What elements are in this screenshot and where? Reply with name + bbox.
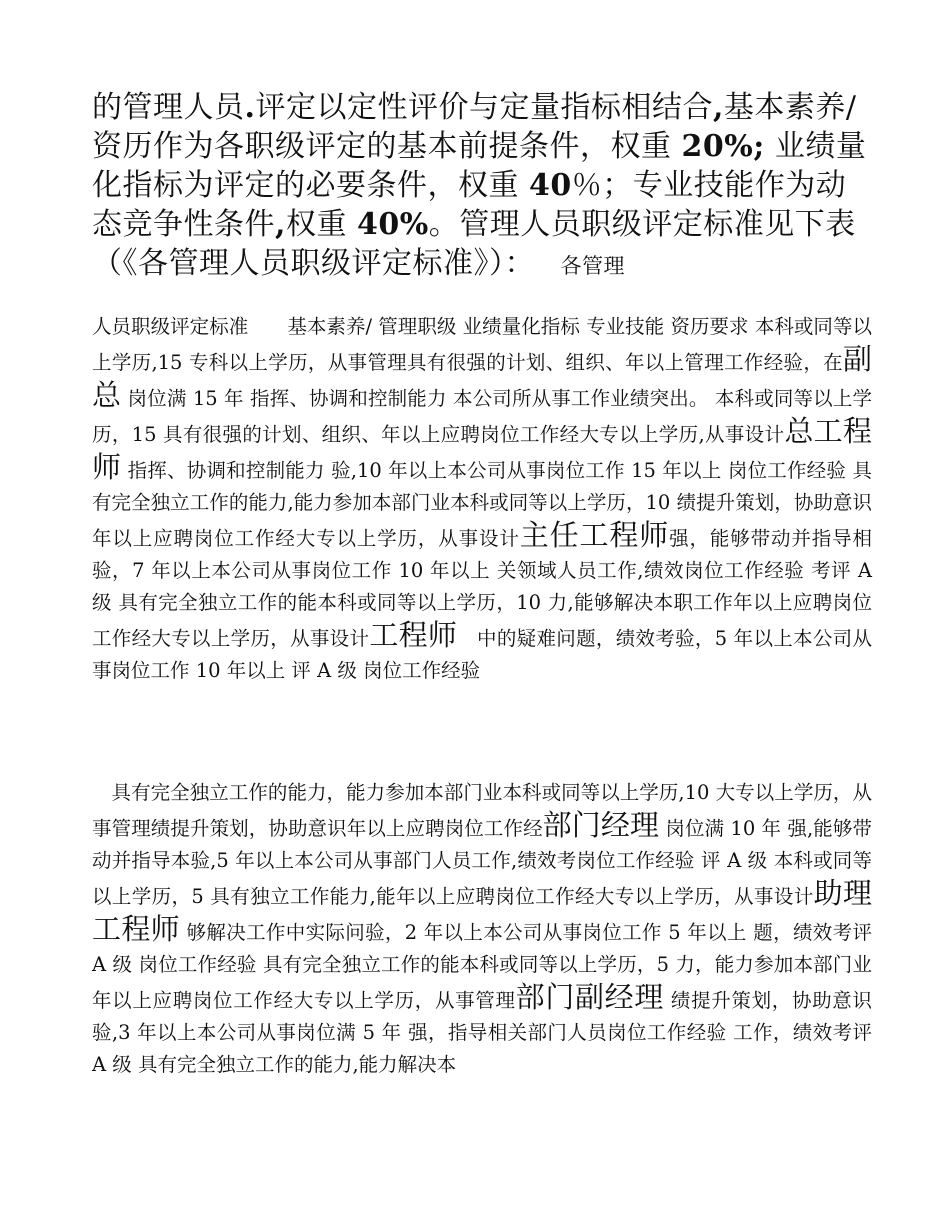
weight-basic: 20%;: [681, 129, 765, 164]
intro-trailing-text: 各管理: [560, 254, 626, 278]
standards-block-2: [92, 777, 872, 1081]
position-title-dept-manager: 部门经理: [542, 808, 660, 842]
position-title-senior-engineer: 主任工程师: [519, 518, 670, 552]
intro-text: 业绩量化指标为评定的必要条件，权重: [92, 129, 867, 203]
intro-text: 权重: [285, 207, 347, 242]
body-text: 绩提升策划，协助意识验,3 年以上本公司从事岗位满 5 年 强，指导相关部门人员岗位工作经验 工作，绩效考评 A 级 具有完全独立工作的能力,能力解决本: [92, 989, 872, 1076]
body-text: 岗位满 10 年 强,能够带动并指导本验,5 年以上本公司从事部门人员工作,绩效考岗位工作经验 评 A 级 本科或同等以上学历，5 具有独立工作能力,能年以上应聘岗位工作经大专以上学历，从事设计: [92, 817, 872, 908]
intro-text: 评定以定性评价与定量指标相结合: [255, 90, 713, 125]
weight-performance: 40: [529, 168, 572, 203]
body-text: 岗位满 15 年 指挥、协调和控制能力 本公司所从事工作业绩突出。 本科或同等以上学历，15 具有很强的计划、组织、年以上应聘岗位工作经大专以上学历,从事设计: [92, 387, 872, 446]
body-text: 具有完全独立工作的能力，能力参加本部门业本科或同等以上学历,10 大专以上学历，从事管理绩提升策划，协助意识年以上应聘岗位工作经: [92, 781, 872, 840]
position-title-chief-engineer: 总工程师: [92, 414, 872, 484]
body-text: 强，能够带动并指导相验，7 年以上本公司从事岗位工作 10 年以上 关领域人员工作,绩效岗位工作经验 考评 A 级 具有完全独立工作的能本科或同等以上学历，10 力,能够解决本职工作年以上应聘岗位工作经大专以上学历，从事设计: [92, 527, 872, 650]
standards-block-1: [92, 311, 872, 687]
body-text: 中的疑难问题，绩效考验，5 年以上本公司从事岗位工作 10 年以上 评 A 级 岗位工作经验: [92, 627, 872, 682]
position-title-deputy-dept-manager: 部门副经理: [515, 980, 665, 1014]
weight-skill: 40%: [357, 207, 429, 242]
intro-text: 基本素养/资历作为各职级评定的基本前提条件，权重: [92, 90, 857, 164]
intro-text: ％；专业技能作为动态竞争性条件: [92, 168, 847, 242]
intro-text: 的管理人员: [92, 90, 245, 125]
intro-punct: ,: [712, 90, 724, 125]
intro-text: 。管理人员职级评定标准见下表（《各管理人员职级评定标准》）：: [92, 207, 856, 281]
position-title-deputy-gm: 副总: [92, 342, 872, 412]
position-title-engineer: 工程师: [369, 618, 458, 652]
intro-paragraph: [92, 88, 872, 286]
intro-punct: ,: [275, 207, 286, 242]
position-title-assistant-engineer: 助理工程师: [92, 876, 872, 946]
body-text: 人员职级评定标准 基本素养/ 管理职级 业绩量化指标 专业技能 资历要求 本科或同等以上学历,15 专科以上学历，从事管理具有很强的计划、组织、年以上管理工作经验，在: [92, 315, 872, 374]
intro-punct: .: [244, 90, 256, 125]
body-text: 指挥、协调和控制能力 验,10 年以上本公司从事岗位工作 15 年以上 岗位工作经验 具有完全独立工作的能力,能力参加本部门业本科或同等以上学历，10 绩提升策划，协助意识年以上应聘岗位工作经大专以上学历，从事设计: [92, 459, 872, 550]
body-text: 够解决工作中实际问验，2 年以上本公司从事岗位工作 5 年以上 题，绩效考评 A 级 岗位工作经验 具有完全独立工作的能本科或同等以上学历，5 力，能力参加本部门业年以上应聘岗位工作经大专以上学历，从事管理: [92, 921, 872, 1012]
